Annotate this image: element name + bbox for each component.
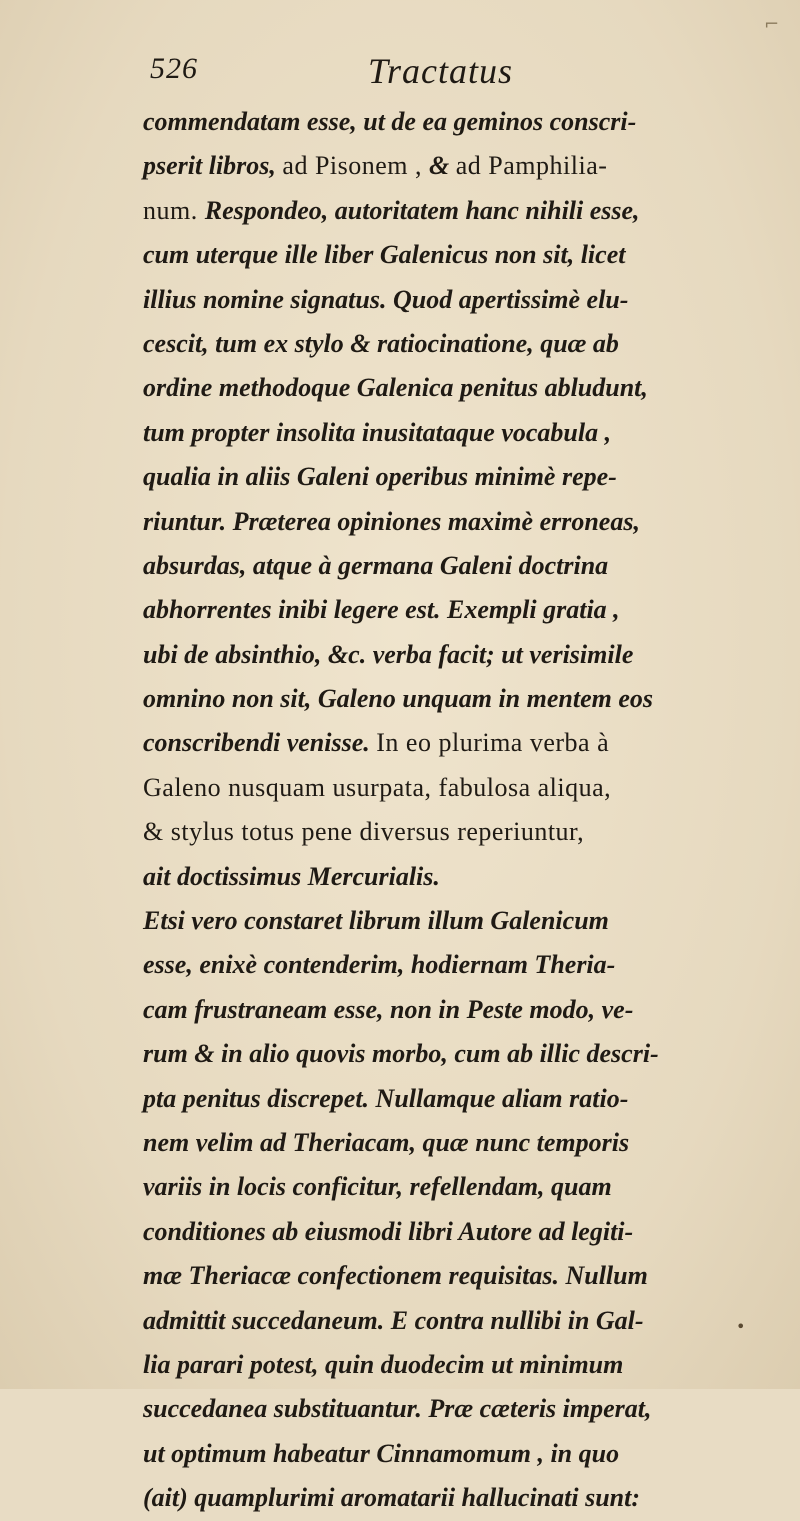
text-line xyxy=(143,633,743,677)
text-line xyxy=(143,943,743,987)
text-line xyxy=(143,677,743,721)
italic-text: Respondeo, autoritatem hanc nihili esse, xyxy=(204,195,640,225)
ink-dot: • xyxy=(736,1317,746,1336)
text-line xyxy=(143,1432,743,1476)
roman-text: Galeno nusquam usurpata, fabulosa aliqua, xyxy=(143,772,612,802)
roman-text: num. xyxy=(143,195,205,225)
italic-text: esse, enixè contenderim, hodiernam Theria- xyxy=(143,950,616,980)
text-line xyxy=(143,411,743,455)
italic-text: absurdas, atque à germana Galeni doctrina xyxy=(143,550,609,580)
italic-text: cam frustraneam esse, non in Peste modo, ve- xyxy=(143,994,634,1024)
page-corner-mark: ⌐ xyxy=(764,14,780,35)
text-line xyxy=(143,855,743,899)
italic-text: omnino non sit, Galeno unquam in mentem eos xyxy=(143,684,654,714)
text-line xyxy=(143,1299,746,1343)
italic-text: Etsi vero constaret librum illum Galenicum xyxy=(143,906,609,936)
text-line xyxy=(143,144,743,188)
text-line xyxy=(143,899,743,943)
body-text xyxy=(143,100,746,1521)
italic-text: conscribendi venisse. xyxy=(143,728,377,758)
text-line xyxy=(143,1387,743,1431)
text-line xyxy=(143,455,743,499)
text-line xyxy=(143,1343,743,1387)
text-line xyxy=(143,1210,743,1254)
text-line xyxy=(143,988,743,1032)
italic-text: pta penitus discrepet. Nullamque aliam ratio- xyxy=(143,1083,629,1113)
italic-text: ordine methodoque Galenica penitus abludunt, xyxy=(143,373,648,403)
italic-text: nem velim ad Theriacam, quæ nunc temporis xyxy=(143,1127,630,1157)
italic-text: tum propter insolita inusitataque vocabula , xyxy=(143,417,612,447)
text-line xyxy=(143,1165,743,1209)
italic-text: cum uterque ille liber Galenicus non sit, licet xyxy=(143,240,626,270)
text-line xyxy=(143,189,743,233)
text-line xyxy=(143,588,743,632)
text-line xyxy=(143,1121,743,1165)
italic-text: ut optimum habeatur Cinnamomum , in quo xyxy=(143,1438,620,1468)
text-line xyxy=(143,544,743,588)
roman-text: ad Pisonem , xyxy=(282,151,430,181)
text-line xyxy=(143,366,743,410)
italic-text: variis in locis conficitur, refellendam, quam xyxy=(143,1172,612,1202)
italic-text: pserit libros, xyxy=(143,151,283,181)
roman-text: In eo plurima verba à xyxy=(376,728,610,758)
italic-text: cescit, tum ex stylo & ratiocinatione, quæ ab xyxy=(143,328,619,358)
italic-text: riuntur. Præterea opiniones maximè erroneas, xyxy=(143,506,640,536)
text-line xyxy=(143,500,743,544)
italic-text: (ait) quamplurimi aromatarii hallucinati sunt: xyxy=(143,1483,641,1513)
italic-text: abhorrentes inibi legere est. Exempli gratia , xyxy=(143,595,620,625)
page-header xyxy=(150,52,750,102)
italic-text: & xyxy=(429,151,456,181)
italic-text: admittit succedaneum. E contra nullibi in Gal- xyxy=(143,1305,644,1335)
text-line xyxy=(143,278,743,322)
italic-text: qualia in aliis Galeni operibus minimè repe- xyxy=(143,462,617,492)
text-line xyxy=(143,721,743,765)
running-head: Tractatus xyxy=(368,51,514,91)
text-line xyxy=(143,810,743,854)
roman-text: & stylus totus pene diversus reperiuntur, xyxy=(143,817,585,847)
text-line xyxy=(143,1032,743,1076)
italic-text: lia parari potest, quin duodecim ut minimum xyxy=(143,1349,624,1379)
text-line xyxy=(143,1476,743,1520)
text-line xyxy=(143,322,743,366)
italic-text: ubi de absinthio, &c. verba facit; ut verisimile xyxy=(143,639,634,669)
italic-text: commendatam esse, ut de ea geminos conscri- xyxy=(143,107,637,136)
text-line xyxy=(143,1254,743,1298)
roman-text: ad Pamphilia- xyxy=(455,151,608,181)
italic-text: mæ Theriacæ confectionem requisitas. Nullum xyxy=(143,1261,648,1291)
italic-text: ait doctissimus Mercurialis. xyxy=(143,861,440,891)
italic-text: illius nomine signatus. Quod apertissimè elu- xyxy=(143,284,629,314)
text-line xyxy=(143,766,743,810)
italic-text: conditiones ab eiusmodi libri Autore ad legiti- xyxy=(143,1216,634,1246)
text-line xyxy=(143,233,743,277)
text-line xyxy=(143,100,743,144)
italic-text: rum & in alio quovis morbo, cum ab illic descri- xyxy=(143,1039,659,1069)
italic-text: succedanea substituantur. Præ cæteris imperat, xyxy=(143,1394,652,1424)
page-number: 526 xyxy=(150,52,198,85)
text-line xyxy=(143,1077,743,1121)
